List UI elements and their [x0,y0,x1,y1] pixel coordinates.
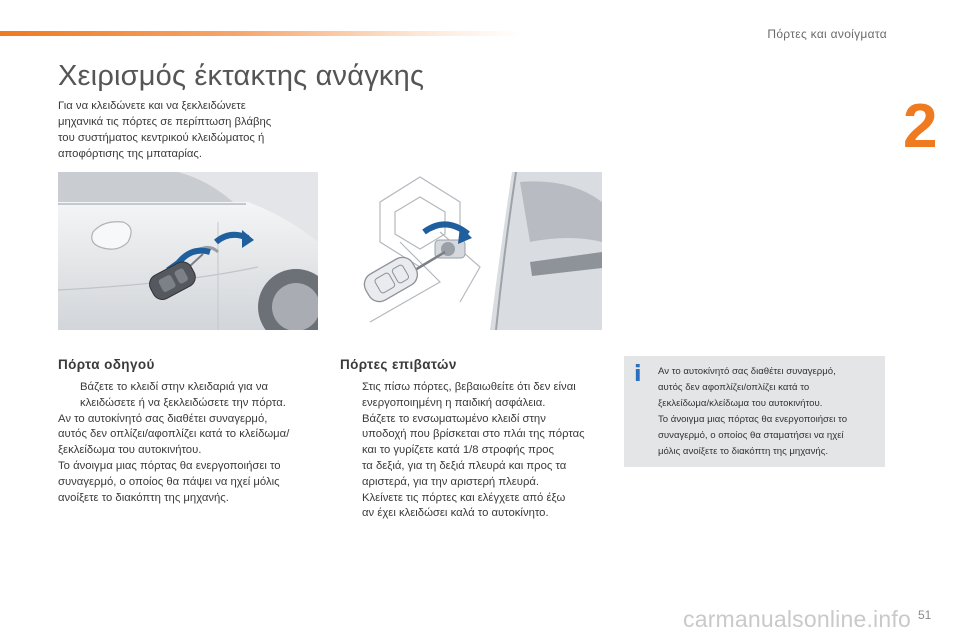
intro-line: του συστήματος κεντρικού κλειδώματος ή [58,132,265,144]
driver-door-illustration [58,172,318,330]
info-line: Το άνοιγμα μιας πόρτας θα ενεργοποιήσει το [658,414,848,425]
info-line: συναγερμό, ο οποίος θα σταματήσει να ηχεί [658,430,844,441]
info-box [624,356,885,467]
text-line: και το γυρίζετε κατά 1/8 στροφής προς [362,444,554,457]
intro-line: μηχανικά τις πόρτες σε περίπτωση βλάβης [58,116,272,128]
intro-text [58,98,318,162]
text-line: ενεργοποιημένη η παιδική ασφάλεια. [362,396,546,409]
passenger-door-illustration [340,172,602,330]
page-number: 51 [918,608,932,622]
list-item [58,380,320,412]
driver-door-drawing [58,172,318,330]
intro-line: Για να κλειδώνετε και να ξεκλειδώνετε [58,100,246,112]
text-line: κλειδώσετε ή να ξεκλειδώσετε την πόρτα. [80,396,286,409]
passenger-door-drawing [340,172,602,330]
chapter-number: 2 [903,92,938,161]
list-item [340,412,608,491]
text-line: Στις πίσω πόρτες, βεβαιωθείτε ότι δεν είναι [362,381,576,393]
list-item [340,380,608,412]
text-line: Το άνοιγμα μιας πόρτας θα ενεργοποιήσει το [58,459,281,472]
text-line: ξεκλείδωμα του αυτοκινήτου. [58,444,202,457]
text-line: Βάζετε το κλειδί στην κλειδαριά για να [80,381,269,393]
info-line: μόλις ανοίξετε το διακόπτη της μηχανής. [658,446,828,457]
info-line: Αν το αυτοκίνητό σας διαθέτει συναγερμό, [658,366,836,377]
header-accent-bar [0,31,520,36]
text-line: υποδοχή που βρίσκεται στο πλάι της πόρτας [362,428,585,441]
text-line: τα δεξιά, για τη δεξιά πλευρά και προς τα [362,459,567,472]
info-text [658,364,880,460]
info-line: ξεκλείδωμα/κλείδωμα του αυτοκινήτου. [658,398,823,409]
text-line: αν έχει κλειδώσει καλά το αυτοκίνητο. [362,507,549,520]
section-title: Πόρτες και ανοίγματα [767,27,887,41]
passenger-doors-text [340,380,608,522]
text-line: ανοίξετε το διακόπτη της μηχανής. [58,491,229,504]
text-line: συναγερμό, ο οποίος θα πάψει να ηχεί μόλις [58,475,280,488]
page-title: Χειρισμός έκτακτης ανάγκης [58,60,425,92]
text-line: αυτός δεν οπλίζει/αφοπλίζει κατά το κλείδωμα/ [58,428,290,441]
text-line: αριστερά, για την αριστερή πλευρά. [362,475,540,488]
driver-door-text [58,380,320,506]
list-item [340,491,608,523]
text-line: Κλείνετε τις πόρτες και ελέγχετε από έξω [362,491,566,504]
text-line: Βάζετε το ενσωματωμένο κλειδί στην [362,412,546,425]
text-line: Αν το αυτοκίνητό σας διαθέτει συναγερμό, [58,412,268,425]
driver-door-heading: Πόρτα οδηγού [58,357,155,372]
passenger-doors-heading: Πόρτες επιβατών [340,357,457,372]
info-icon: i [634,362,642,387]
watermark: carmanualsonline.info [683,606,911,632]
intro-line: αποφόρτισης της μπαταρίας. [58,148,203,160]
info-line: αυτός δεν αφοπλίζει/οπλίζει κατά το [658,382,810,393]
